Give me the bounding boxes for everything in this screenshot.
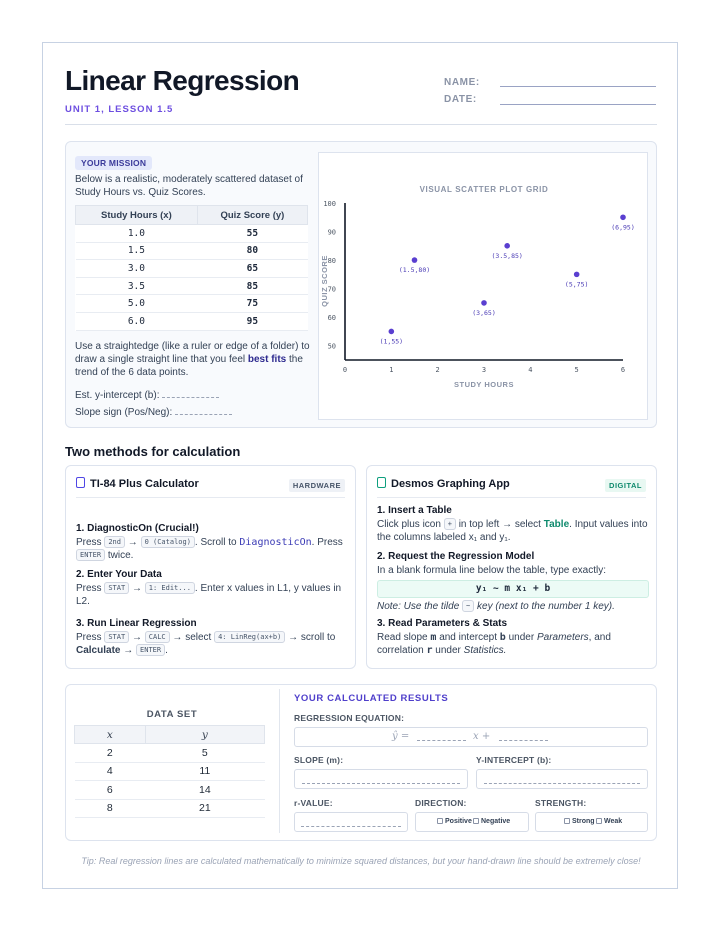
r-line xyxy=(301,817,401,827)
y-tick-label: 90 xyxy=(327,228,336,237)
table-row xyxy=(75,799,265,818)
slope-input[interactable] xyxy=(294,769,468,789)
cell-x: 4 xyxy=(75,762,146,781)
results-panel xyxy=(65,684,657,841)
yhat-text: ŷ = xyxy=(392,731,410,742)
intercept-blank[interactable] xyxy=(499,733,548,741)
data-point xyxy=(574,272,580,278)
x-tick-label: 3 xyxy=(481,366,487,374)
card-divider xyxy=(76,497,345,498)
strength-strong[interactable]: Strong xyxy=(564,818,595,825)
calculator-icon xyxy=(76,477,85,488)
desmos-card xyxy=(366,465,657,669)
slope-blank[interactable] xyxy=(417,733,466,741)
yint-line xyxy=(484,774,640,784)
desmos-step-2: 2. Request the Regression Model In a blank formula line below the table, type exactly: y₁ ~ m x₁ + b Note: Use the tilde ~ key (next to the number 1 key). xyxy=(377,550,649,614)
data-label: (1.5,80) xyxy=(398,266,431,275)
key-2nd: 2nd xyxy=(104,536,125,548)
slope-label: SLOPE (m): xyxy=(294,755,344,765)
cell-hours: 1.5 xyxy=(76,242,198,260)
data-point xyxy=(620,214,626,220)
col-quiz-score: Quiz Score (y) xyxy=(197,206,307,225)
cell-score: 55 xyxy=(197,225,307,243)
key-enter: ENTER xyxy=(136,644,165,656)
cell-x: 8 xyxy=(75,799,146,818)
x-tick-label: 5 xyxy=(574,366,579,374)
y-tick-label: 100 xyxy=(323,200,336,208)
date-field[interactable] xyxy=(500,104,656,105)
checkbox-icon[interactable] xyxy=(437,818,443,824)
header-divider xyxy=(65,124,657,125)
worksheet xyxy=(42,42,678,889)
table-row xyxy=(76,225,308,243)
tilde-key: ~ xyxy=(462,600,474,612)
desmos-title: Desmos Graphing App xyxy=(377,477,510,490)
cell-y: 11 xyxy=(145,762,264,781)
dataset-table xyxy=(74,725,265,818)
study-data-table xyxy=(75,205,308,331)
ti84-step-2: 2. Enter Your Data Press STAT → 1: Edit... . Enter x values in L1, y values in L2. xyxy=(76,569,342,607)
page-title: Linear Regression xyxy=(65,65,300,96)
col-x: x xyxy=(75,726,146,744)
cell-score: 75 xyxy=(197,295,307,313)
lesson-subtitle: UNIT 1, LESSON 1.5 xyxy=(65,104,174,115)
cell-y: 5 xyxy=(145,744,264,763)
x-tick-label: 0 xyxy=(342,366,348,374)
strength-label: STRENGTH: xyxy=(535,798,587,808)
data-point xyxy=(481,300,487,306)
results-title: YOUR CALCULATED RESULTS xyxy=(294,693,449,704)
key-stat: STAT xyxy=(104,582,129,594)
table-row xyxy=(76,295,308,313)
data-label: (6,95) xyxy=(611,223,635,232)
cell-score: 95 xyxy=(197,312,307,330)
cell-hours: 1.0 xyxy=(76,225,198,243)
x-plus-text: x + xyxy=(473,731,491,742)
data-label: (1,55) xyxy=(379,337,404,346)
slope-sign-field[interactable]: Slope sign (Pos/Neg): xyxy=(75,406,232,418)
table-row xyxy=(76,260,308,278)
x-tick-label: 4 xyxy=(528,366,533,374)
checkbox-icon[interactable] xyxy=(564,818,570,824)
r-label: r-VALUE: xyxy=(294,798,333,808)
data-point xyxy=(504,243,510,249)
cell-y: 21 xyxy=(145,799,264,818)
key-stat: STAT xyxy=(104,631,129,643)
key-calc: CALC xyxy=(145,631,170,643)
drawing-instruction: Use a straightedge (like a ruler or edge of a folder) to draw a single straight line that you feel best fits the trend of the 6 data points. xyxy=(75,341,310,378)
x-tick-label: 6 xyxy=(620,366,626,374)
key-catalog: 0 (Catalog) xyxy=(141,536,195,548)
methods-title: Two methods for calculation xyxy=(65,444,241,459)
mission-badge: YOUR MISSION xyxy=(75,156,152,170)
date-label: DATE: xyxy=(444,94,477,105)
cell-score: 80 xyxy=(197,242,307,260)
table-row xyxy=(76,312,308,330)
data-point xyxy=(412,257,418,263)
results-divider xyxy=(279,689,280,833)
yint-input[interactable] xyxy=(476,769,648,789)
hardware-tag: HARDWARE xyxy=(289,479,345,492)
checkbox-icon[interactable] xyxy=(596,818,602,824)
tablet-icon xyxy=(377,477,386,488)
ti84-card xyxy=(65,465,356,669)
table-row xyxy=(75,762,265,781)
cell-hours: 3.5 xyxy=(76,277,198,295)
scatter-plot-svg xyxy=(319,153,649,421)
digital-tag: DIGITAL xyxy=(605,479,646,492)
slope-line xyxy=(302,774,460,784)
data-point xyxy=(389,329,395,335)
equation-input[interactable] xyxy=(294,727,648,747)
x-tick-label: 1 xyxy=(389,366,394,374)
cell-hours: 6.0 xyxy=(76,312,198,330)
r-input[interactable] xyxy=(294,812,408,832)
mission-panel xyxy=(65,141,657,428)
data-label: (3,65) xyxy=(472,308,496,317)
col-y: y xyxy=(145,726,264,744)
y-tick-label: 80 xyxy=(327,257,336,266)
table-row xyxy=(76,277,308,295)
key-enter: ENTER xyxy=(76,549,105,561)
chart-title: VISUAL SCATTER PLOT GRID xyxy=(419,185,549,194)
x-axis-label: STUDY HOURS xyxy=(454,380,514,389)
card-divider xyxy=(377,497,646,498)
tip-text: Tip: Real regression lines are calculated mathematically to minimize squared distances, but your hand-drawn line should be extremely close! xyxy=(81,856,641,866)
direction-label: DIRECTION: xyxy=(415,798,467,808)
cell-hours: 5.0 xyxy=(76,295,198,313)
dataset-title: DATA SET xyxy=(146,709,198,720)
data-label: (5,75) xyxy=(564,280,589,289)
cell-hours: 3.0 xyxy=(76,260,198,278)
cell-x: 6 xyxy=(75,781,146,800)
cell-score: 65 xyxy=(197,260,307,278)
x-tick-label: 2 xyxy=(435,366,440,374)
ti84-step-1: 1. DiagnosticOn (Crucial!) Press 2nd → 0 (Catalog) . Scroll to DiagnosticOn. Press ENTER twice. xyxy=(76,523,343,561)
name-label: NAME: xyxy=(444,77,480,88)
cell-score: 85 xyxy=(197,277,307,295)
direction-negative[interactable]: Negative xyxy=(473,818,510,825)
regression-formula: y₁ ~ m x₁ + b xyxy=(377,580,649,598)
key-linreg: 4: LinReg(ax+b) xyxy=(214,631,285,643)
desmos-step-1: 1. Insert a Table Click plus icon + in top left → select Table. Input values into the columns labeled x₁ and y₁. xyxy=(377,505,648,543)
checkbox-icon[interactable] xyxy=(473,818,479,824)
cell-y: 14 xyxy=(145,781,264,800)
name-field[interactable] xyxy=(500,86,656,87)
table-row xyxy=(75,781,265,800)
scatter-plot xyxy=(318,152,648,420)
data-label: (3.5,85) xyxy=(491,251,523,260)
y-axis-label: QUIZ SCORE xyxy=(320,255,329,307)
plus-icon: + xyxy=(444,518,456,530)
strength-group xyxy=(535,812,648,832)
mission-intro: Below is a realistic, moderately scattered dataset of Study Hours vs. Quiz Scores. xyxy=(75,174,303,198)
ti84-step-3: 3. Run Linear Regression Press STAT → CALC → select 4: LinReg(ax+b) → scroll to Calculate → ENTER . xyxy=(76,618,336,656)
equation-label: REGRESSION EQUATION: xyxy=(294,713,405,723)
y-tick-label: 50 xyxy=(327,342,336,351)
y-tick-label: 70 xyxy=(327,285,336,294)
direction-group xyxy=(415,812,529,832)
cell-x: 2 xyxy=(75,744,146,763)
y-tick-label: 60 xyxy=(327,314,336,323)
strength-weak[interactable]: Weak xyxy=(596,818,622,825)
yint-label: Y-INTERCEPT (b): xyxy=(476,755,552,765)
table-row xyxy=(75,744,265,763)
col-study-hours: Study Hours (x) xyxy=(76,206,198,225)
key-edit: 1: Edit... xyxy=(145,582,195,594)
desmos-step-3: 3. Read Parameters & Stats Read slope m and intercept b under Parameters, and correlation r under Statistics. xyxy=(377,618,611,656)
table-row xyxy=(76,242,308,260)
ti84-title: TI-84 Plus Calculator xyxy=(76,477,199,490)
yint-estimate-field[interactable]: Est. y-intercept (b): xyxy=(75,389,219,401)
direction-positive[interactable]: Positive xyxy=(437,818,472,825)
